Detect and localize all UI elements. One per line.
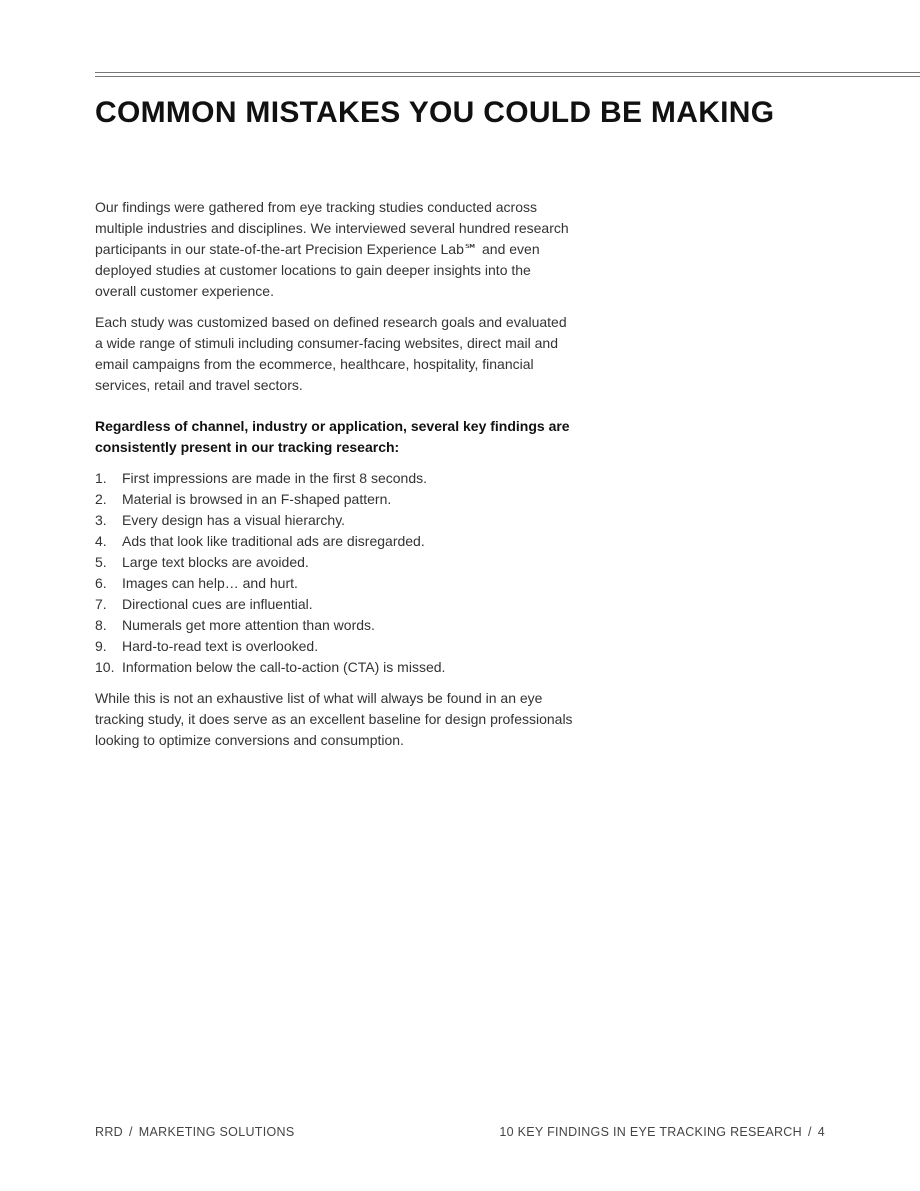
footer-brand: RRD	[95, 1125, 123, 1139]
finding-number: 2.	[95, 491, 107, 507]
finding-number: 6.	[95, 575, 107, 591]
finding-text: Material is browsed in an F-shaped pattern.	[122, 491, 392, 507]
finding-item	[95, 657, 575, 678]
main-content	[95, 197, 575, 761]
finding-item	[95, 489, 575, 510]
finding-text: Ads that look like traditional ads are disregarded.	[122, 533, 425, 549]
finding-item	[95, 615, 575, 636]
finding-item	[95, 468, 575, 489]
findings-lead: Regardless of channel, industry or application, several key findings are consistently present in our tracking research:	[95, 418, 570, 455]
finding-text: Every design has a visual hierarchy.	[122, 512, 346, 528]
finding-text: First impressions are made in the first 8 seconds.	[122, 470, 428, 486]
footer-doc-title: 10 KEY FINDINGS IN EYE TRACKING RESEARCH	[499, 1125, 802, 1139]
finding-text: Hard-to-read text is overlooked.	[122, 638, 319, 654]
finding-number: 10.	[95, 659, 115, 675]
finding-number: 7.	[95, 596, 107, 612]
header-rule	[95, 72, 920, 73]
finding-text: Information below the call-to-action (CTA) is missed.	[122, 659, 446, 675]
finding-number: 4.	[95, 533, 107, 549]
finding-item	[95, 510, 575, 531]
finding-text: Images can help… and hurt.	[122, 575, 298, 591]
finding-number: 1.	[95, 470, 107, 486]
header-rule	[95, 76, 920, 77]
intro-paragraph: Our findings were gathered from eye tracking studies conducted across multiple industries and disciplines. We interviewed several hundred research participants in our state-of-the-art Precision Experience Lab℠ and even deployed studies at customer locations to gain deeper insights into the overall customer experience.	[95, 199, 569, 299]
footer-left	[95, 1125, 294, 1139]
page-title: COMMON MISTAKES YOU COULD BE MAKING	[95, 96, 775, 129]
finding-item	[95, 594, 575, 615]
finding-item	[95, 531, 575, 552]
finding-number: 3.	[95, 512, 107, 528]
finding-number: 9.	[95, 638, 107, 654]
page-number: 4	[817, 1125, 825, 1139]
finding-item	[95, 573, 575, 594]
closing-paragraph: While this is not an exhaustive list of what will always be found in an eye tracking study, it does serve as an excellent baseline for design professionals looking to optimize conversions and consumption.	[95, 690, 573, 748]
study-paragraph: Each study was customized based on defined research goals and evaluated a wide range of stimuli including consumer-facing websites, direct mail and email campaigns from the ecommerce, healthcare, hospitality, financial services, retail and travel sectors.	[95, 314, 567, 393]
finding-text: Directional cues are influential.	[122, 596, 313, 612]
footer-separator: /	[807, 1125, 812, 1139]
footer-separator: /	[128, 1125, 133, 1139]
finding-text: Large text blocks are avoided.	[122, 554, 309, 570]
footer-right	[499, 1125, 825, 1139]
finding-number: 5.	[95, 554, 107, 570]
finding-number: 8.	[95, 617, 107, 633]
finding-item	[95, 552, 575, 573]
finding-item	[95, 636, 575, 657]
footer-section: MARKETING SOLUTIONS	[138, 1125, 295, 1139]
finding-text: Numerals get more attention than words.	[122, 617, 375, 633]
findings-list	[95, 468, 575, 678]
